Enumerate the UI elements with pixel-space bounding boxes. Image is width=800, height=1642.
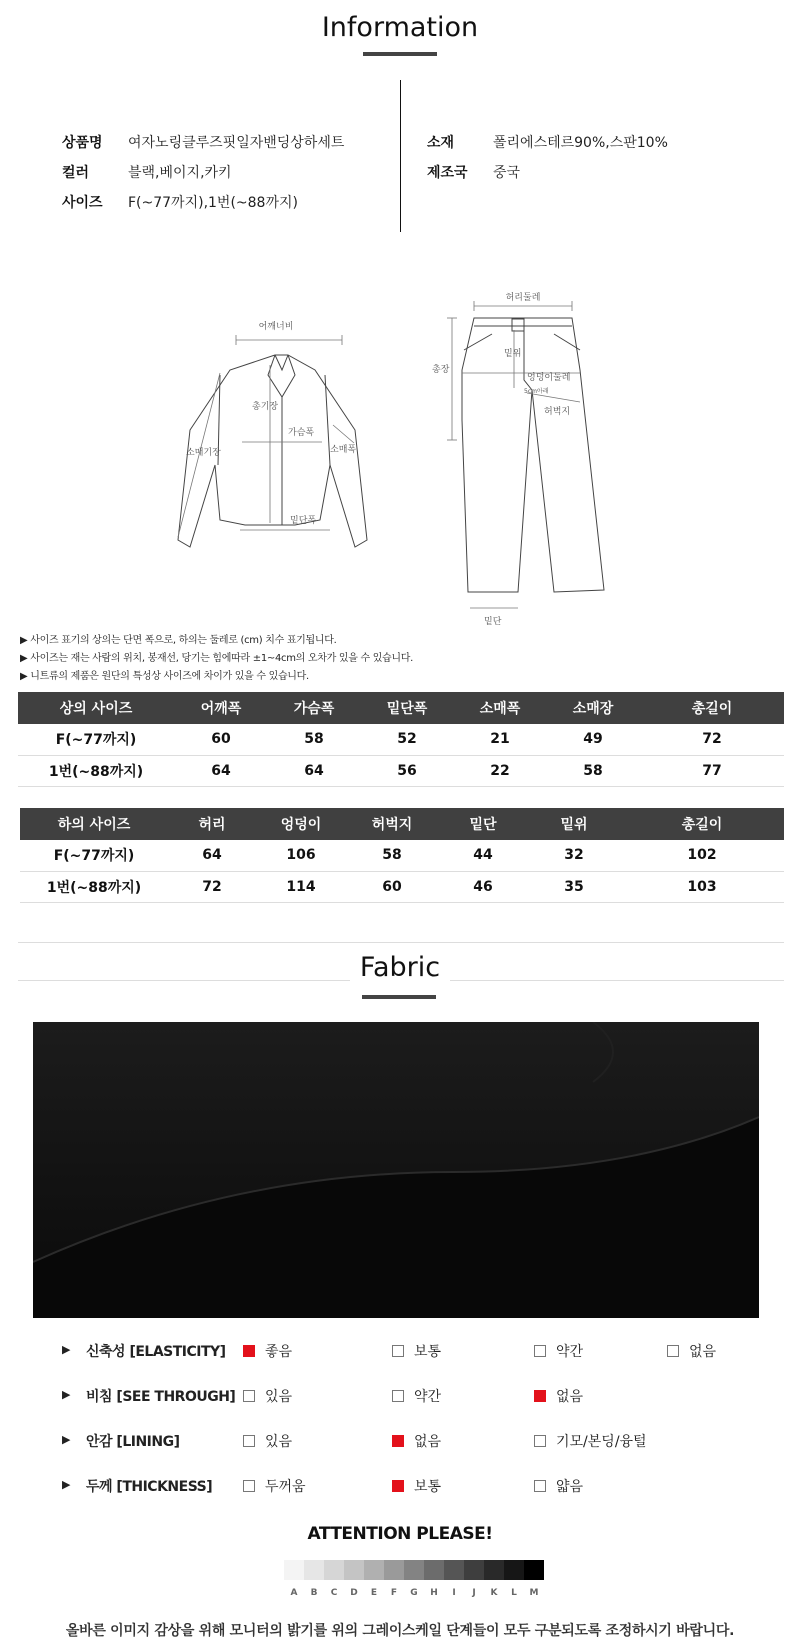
grayscale-swatch (384, 1560, 404, 1580)
table-cell: 106 (256, 840, 346, 871)
option-label: 없음 (556, 1389, 584, 1405)
grayscale-letter: E (370, 1588, 378, 1598)
fabric-title: Fabric (350, 952, 450, 983)
info-value: 폴리에스테르90%,스판10% (493, 135, 668, 151)
option-thick (243, 1476, 306, 1496)
table-cell: 52 (360, 724, 454, 755)
option-normal (392, 1476, 441, 1496)
label-shoulder: 어깨너비 (258, 322, 294, 332)
arrow-icon: ▶ (62, 1388, 71, 1401)
option-label: 있음 (265, 1389, 293, 1405)
table-header: 상의 사이즈 (18, 692, 174, 724)
grayscale-strip (284, 1560, 544, 1580)
table-header: 밑단 (438, 808, 528, 840)
fabric-texture (33, 1022, 759, 1318)
table-cell: 32 (528, 840, 620, 871)
information-title-underline (363, 52, 437, 56)
table-cell: 60 (174, 724, 268, 755)
option-none (667, 1341, 716, 1361)
size-notes (20, 632, 413, 686)
jacket-diagram (170, 315, 410, 565)
monitor-message: 올바른 이미지 감상을 위해 모니터의 밝기를 위의 그레이스케일 단계들이 모두 구분되도록 조정하시기 바랍니다. (65, 1623, 735, 1639)
info-value: F(~77까지),1번(~88까지) (128, 195, 298, 211)
checkbox-icon (243, 1480, 255, 1492)
checkbox-icon (392, 1345, 404, 1357)
checkbox-icon (243, 1390, 255, 1402)
table-cell: 60 (346, 871, 438, 902)
table-row (20, 840, 784, 871)
grayscale-letter: D (350, 1588, 358, 1598)
checkbox-icon (243, 1435, 255, 1447)
grayscale-letter: A (290, 1588, 298, 1598)
fabric-photo (33, 1022, 759, 1318)
option-none (534, 1386, 583, 1406)
info-label: 컬러 (62, 165, 90, 181)
property-label: 신축성 [ELASTICITY] (86, 1344, 226, 1360)
table-row (18, 724, 784, 755)
table-header-row (20, 808, 784, 840)
grayscale-swatch (304, 1560, 324, 1580)
table-header: 소매폭 (454, 692, 546, 724)
grayscale-letter: G (410, 1588, 418, 1598)
option-yes (243, 1386, 292, 1406)
table-row (18, 755, 784, 786)
grayscale-letter: J (472, 1588, 476, 1598)
label-total-length: 총기장 (252, 402, 279, 412)
checkbox-icon (243, 1345, 255, 1357)
table-header: 가슴폭 (268, 692, 360, 724)
table-cell: 103 (620, 871, 784, 902)
option-normal (392, 1341, 441, 1361)
info-label: 상품명 (62, 135, 103, 151)
info-row-color (62, 157, 344, 187)
grayscale-swatch (484, 1560, 504, 1580)
option-label: 없음 (689, 1344, 717, 1360)
option-good (243, 1341, 292, 1361)
label-thigh-mark: 5cm아래 (524, 388, 549, 395)
table-header: 소매장 (546, 692, 640, 724)
option-label: 두꺼움 (265, 1479, 306, 1495)
property-see-through (0, 1385, 800, 1405)
option-label: 보통 (414, 1479, 442, 1495)
grayscale-swatch (344, 1560, 364, 1580)
table-cell: 58 (346, 840, 438, 871)
section-divider (18, 942, 784, 943)
grayscale-swatch (444, 1560, 464, 1580)
grayscale-swatch (424, 1560, 444, 1580)
table-header: 허리 (168, 808, 256, 840)
table-cell: F(~77까지) (20, 840, 168, 871)
checkbox-icon (534, 1480, 546, 1492)
property-lining (0, 1430, 800, 1450)
table-header: 밑위 (528, 808, 620, 840)
info-value: 여자노링클루즈핏일자밴딩상하세트 (128, 135, 345, 151)
property-elasticity (0, 1340, 800, 1360)
table-cell: 102 (620, 840, 784, 871)
info-row-origin (427, 157, 668, 187)
checkbox-icon (392, 1435, 404, 1447)
grayscale-letter: L (511, 1588, 517, 1598)
grayscale-swatch (324, 1560, 344, 1580)
checkbox-icon (534, 1435, 546, 1447)
table-header: 어깨폭 (174, 692, 268, 724)
grayscale-swatch (504, 1560, 524, 1580)
label-sleeve-length: 소매기장 (186, 448, 221, 458)
note-line: ▶ 사이즈는 재는 사람의 위치, 봉재선, 당기는 힘에따라 ±1~4cm의 오차가 있을 수 있습니다. (20, 653, 414, 664)
option-label: 있음 (265, 1434, 293, 1450)
table-header: 밑단폭 (360, 692, 454, 724)
info-row-size (62, 187, 344, 217)
option-label: 기모/본딩/융털 (556, 1434, 647, 1450)
checkbox-icon (534, 1345, 546, 1357)
table-cell: F(~77까지) (18, 724, 174, 755)
label-chest: 가슴폭 (288, 428, 315, 438)
grayscale-swatch (284, 1560, 304, 1580)
option-thin (534, 1476, 583, 1496)
table-cell: 1번(~88까지) (20, 871, 168, 902)
pants-diagram (432, 290, 612, 635)
table-cell: 56 (360, 755, 454, 786)
table-cell: 44 (438, 840, 528, 871)
option-slight (392, 1386, 441, 1406)
option-label: 좋음 (265, 1344, 293, 1360)
info-value: 중국 (493, 165, 521, 181)
checkbox-icon (392, 1390, 404, 1402)
bottom-size-table (20, 808, 784, 903)
table-cell: 58 (546, 755, 640, 786)
grayscale-letter: B (310, 1588, 318, 1598)
table-cell: 64 (168, 840, 256, 871)
checkbox-icon (667, 1345, 679, 1357)
grayscale-swatch (464, 1560, 484, 1580)
property-label: 안감 [LINING] (86, 1434, 180, 1450)
table-cell: 64 (174, 755, 268, 786)
grayscale-letter: M (529, 1588, 539, 1598)
table-header-row (18, 692, 784, 724)
label-pants-hem: 밑단 (484, 617, 502, 627)
table-cell: 72 (168, 871, 256, 902)
info-value: 블랙,베이지,카키 (128, 165, 232, 181)
grayscale-letter: C (330, 1588, 338, 1598)
option-label: 없음 (414, 1434, 442, 1450)
label-sleeve-width: 소매폭 (330, 445, 357, 455)
attention-title: ATTENTION PLEASE! (307, 1524, 493, 1544)
option-yes (243, 1431, 292, 1451)
grayscale-letter: H (430, 1588, 438, 1598)
grayscale-swatch (524, 1560, 544, 1580)
info-row-product-name (62, 127, 344, 157)
table-header: 하의 사이즈 (20, 808, 168, 840)
fabric-title-underline (362, 995, 436, 999)
option-label: 보통 (414, 1344, 442, 1360)
arrow-icon: ▶ (62, 1478, 71, 1491)
table-header: 엉덩이 (256, 808, 346, 840)
table-cell: 22 (454, 755, 546, 786)
info-label: 제조국 (427, 165, 468, 181)
table-header: 허벅지 (346, 808, 438, 840)
table-cell: 1번(~88까지) (18, 755, 174, 786)
grayscale-swatch (404, 1560, 424, 1580)
table-cell: 72 (640, 724, 784, 755)
option-brushed (534, 1431, 647, 1451)
table-cell: 46 (438, 871, 528, 902)
info-right-column (427, 127, 668, 187)
label-waist: 허리둘레 (505, 293, 541, 303)
label-total: 총장 (432, 365, 450, 375)
label-rise: 밑위 (504, 349, 522, 359)
label-thigh: 허벅지 (544, 407, 571, 417)
property-label: 비침 [SEE THROUGH] (86, 1389, 236, 1405)
table-cell: 49 (546, 724, 640, 755)
table-cell: 77 (640, 755, 784, 786)
option-none (392, 1431, 441, 1451)
checkbox-icon (392, 1480, 404, 1492)
note-line: ▶ 사이즈 표기의 상의는 단면 폭으로, 하의는 둘레로 (cm) 치수 표기됩니다. (20, 635, 337, 646)
grayscale-swatch (364, 1560, 384, 1580)
table-cell: 58 (268, 724, 360, 755)
grayscale-letter: K (490, 1588, 498, 1598)
table-cell: 114 (256, 871, 346, 902)
table-row (20, 871, 784, 902)
top-size-table (18, 692, 784, 787)
property-thickness (0, 1475, 800, 1495)
arrow-icon: ▶ (62, 1343, 71, 1356)
table-cell: 21 (454, 724, 546, 755)
label-hem-width: 밑단폭 (290, 516, 317, 526)
note-line: ▶ 니트류의 제품은 원단의 특성상 사이즈에 차이가 있을 수 있습니다. (20, 671, 309, 682)
option-label: 약간 (556, 1344, 584, 1360)
table-cell: 64 (268, 755, 360, 786)
property-label: 두께 [THICKNESS] (86, 1479, 213, 1495)
table-header: 총길이 (640, 692, 784, 724)
option-label: 얇음 (556, 1479, 584, 1495)
grayscale-letters (284, 1588, 544, 1598)
info-label: 사이즈 (62, 195, 103, 211)
arrow-icon: ▶ (62, 1433, 71, 1446)
info-left-column (62, 127, 344, 217)
option-label: 약간 (414, 1389, 442, 1405)
info-divider (400, 80, 401, 232)
label-hip: 엉덩이둘레 (527, 373, 571, 383)
info-label: 소재 (427, 135, 455, 151)
table-header: 총길이 (620, 808, 784, 840)
checkbox-icon (534, 1390, 546, 1402)
option-slight (534, 1341, 583, 1361)
grayscale-letter: F (390, 1588, 398, 1598)
table-cell: 35 (528, 871, 620, 902)
grayscale-letter: I (452, 1588, 456, 1598)
information-title: Information (321, 12, 479, 43)
info-row-material (427, 127, 668, 157)
